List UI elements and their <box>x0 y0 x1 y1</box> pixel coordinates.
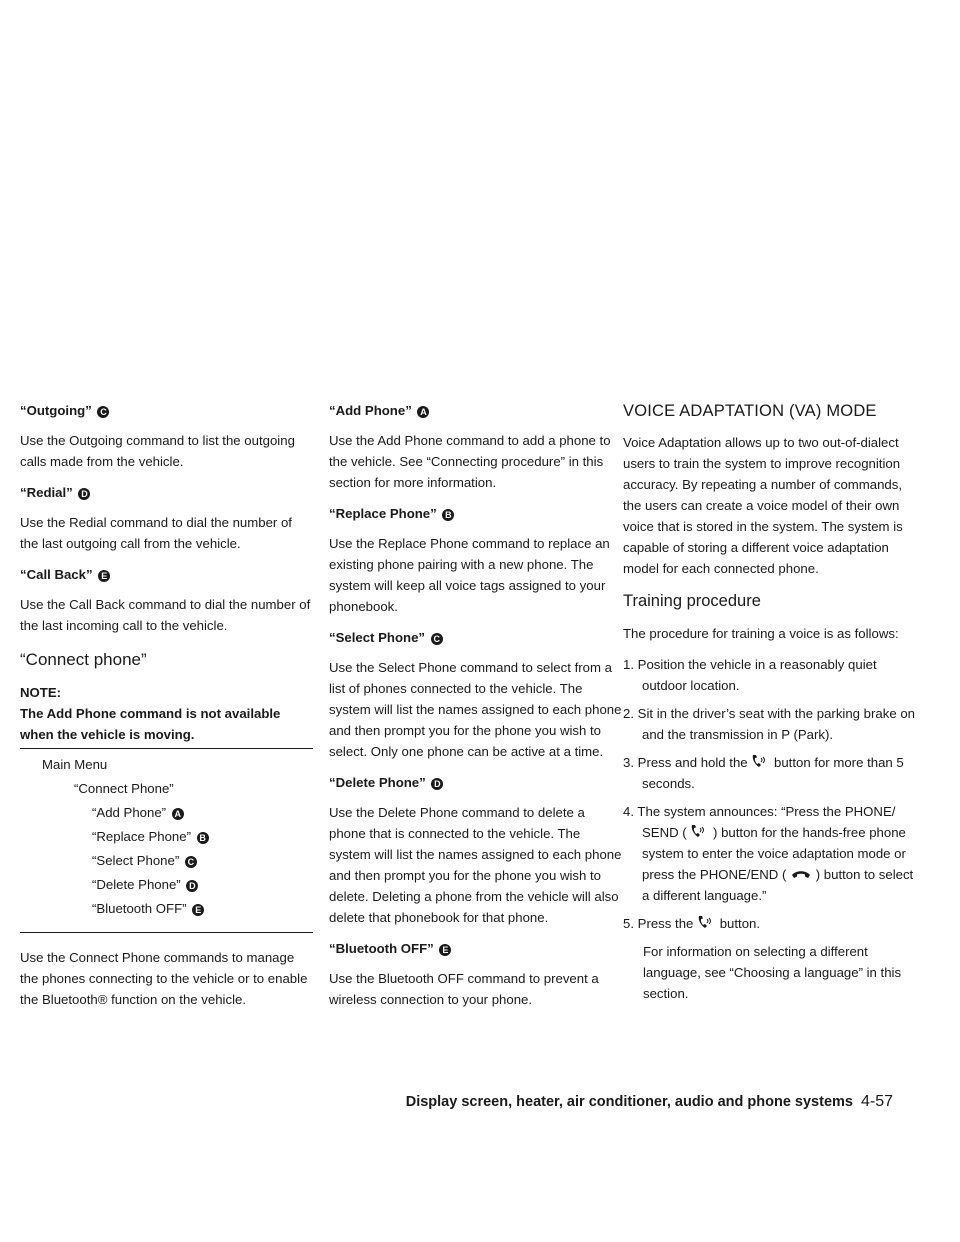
heading-bluetooth-off: “Bluetooth OFF” E <box>329 938 622 960</box>
phone-send-icon <box>697 915 716 931</box>
paragraph-delete-phone: Use the Delete Phone command to delete a phone that is connected to the vehicle. The system will list the names assigned to each phone and then prompt you for the phone you wish to delete. Deleting a phone from the vehicle will also delete that phonebook for that phone. <box>329 805 622 925</box>
menu-item: “Select Phone” C <box>20 850 313 871</box>
marker-e-icon: E <box>98 570 110 582</box>
marker-a-icon: A <box>417 406 429 418</box>
divider-bottom <box>20 932 313 933</box>
paragraph-language-info: For information on selecting a different language, see “Choosing a language” in this section. <box>643 944 902 1001</box>
marker-c-icon: C <box>185 856 197 868</box>
menu-parent: “Connect Phone” <box>74 781 174 796</box>
marker-d-icon: D <box>431 778 443 790</box>
footer-title: Display screen, heater, air conditioner, audio and phone systems <box>405 1094 853 1110</box>
menu-item: “Replace Phone” B <box>20 826 313 847</box>
marker-e-icon: E <box>439 944 451 956</box>
training-steps <box>623 654 916 934</box>
heading-redial: “Redial” D <box>20 482 313 504</box>
paragraph-replace-phone: Use the Replace Phone command to replace an existing phone pairing with a new phone. The system will keep all voice tags assigned to your phonebook. <box>329 536 610 614</box>
menu-item: “Delete Phone” D <box>20 874 313 895</box>
phone-send-icon <box>751 754 770 770</box>
menu-root: Main Menu <box>42 757 108 772</box>
menu-item: “Add Phone” A <box>20 802 313 823</box>
page-number: 4-57 <box>860 1093 893 1110</box>
list-item: 2. Sit in the driver’s seat with the parking brake on and the transmission in P (Park). <box>623 706 915 742</box>
paragraph-training-intro: The procedure for training a voice is as follows: <box>623 626 899 641</box>
heading-outgoing: “Outgoing” C <box>20 400 313 422</box>
paragraph-redial: Use the Redial command to dial the number of the last outgoing call from the vehicle. <box>20 515 292 551</box>
page-footer <box>0 1093 893 1111</box>
heading-delete-phone: “Delete Phone” D <box>329 772 622 794</box>
list-item: 5. Press the button. <box>623 916 761 931</box>
marker-d-icon: D <box>186 880 198 892</box>
note-body: The Add Phone command is not available when the vehicle is moving. <box>20 706 281 742</box>
marker-c-icon: C <box>431 633 443 645</box>
list-item: 1. Position the vehicle in a reasonably quiet outdoor location. <box>623 657 877 693</box>
heading-voice-adaptation: VOICE ADAPTATION (VA) MODE <box>623 402 877 420</box>
paragraph-outgoing: Use the Outgoing command to list the outgoing calls made from the vehicle. <box>20 433 295 469</box>
marker-c-icon: C <box>97 406 109 418</box>
paragraph-add-phone: Use the Add Phone command to add a phone to the vehicle. See “Connecting procedure” in this section for more information. <box>329 433 611 490</box>
marker-e-icon: E <box>192 904 204 916</box>
column-3 <box>623 400 916 1014</box>
heading-select-phone: “Select Phone” C <box>329 627 622 649</box>
paragraph-connect-phone: Use the Connect Phone commands to manage the phones connecting to the vehicle or to enable the Bluetooth® function on the vehicle. <box>20 950 308 1007</box>
note-heading: NOTE: <box>20 685 62 700</box>
list-item: 4. The system announces: “Press the PHONE/ SEND ( ) button for the hands-free phone system to enter the voice adaptation mode or press the PHONE/END ( ) button to select a different language.” <box>623 804 914 903</box>
phone-end-icon <box>790 866 812 882</box>
paragraph-bluetooth-off: Use the Bluetooth OFF command to prevent a wireless connection to your phone. <box>329 971 599 1007</box>
paragraph-call-back: Use the Call Back command to dial the number of the last incoming call to the vehicle. <box>20 597 311 633</box>
marker-b-icon: B <box>442 509 454 521</box>
heading-call-back: “Call Back” E <box>20 564 313 586</box>
list-item: 3. Press and hold the button for more than 5 seconds. <box>623 755 904 791</box>
marker-d-icon: D <box>78 488 90 500</box>
column-1 <box>20 400 313 1020</box>
column-2 <box>329 400 622 1020</box>
heading-connect-phone: “Connect phone” <box>20 650 147 669</box>
menu-tree <box>20 749 313 932</box>
phone-send-icon <box>690 824 709 840</box>
heading-add-phone: “Add Phone” A <box>329 400 622 422</box>
paragraph-select-phone: Use the Select Phone command to select from a list of phones connected to the vehicle. The system will list the names assigned to each phone and then prompt you for the phone you wish to select. Only one phone can be active at a time. <box>329 660 622 759</box>
marker-a-icon: A <box>172 808 184 820</box>
marker-b-icon: B <box>197 832 209 844</box>
menu-item: “Bluetooth OFF” E <box>20 898 313 919</box>
heading-training-procedure: Training procedure <box>623 592 761 610</box>
heading-replace-phone: “Replace Phone” B <box>329 503 622 525</box>
paragraph-voice-adaptation: Voice Adaptation allows up to two out-of-dialect users to train the system to improve recognition accuracy. By repeating a number of commands, the users can create a voice model of their own voice that is stored in the system. The system is capable of storing a different voice adaptation model for each connected phone. <box>623 435 903 576</box>
